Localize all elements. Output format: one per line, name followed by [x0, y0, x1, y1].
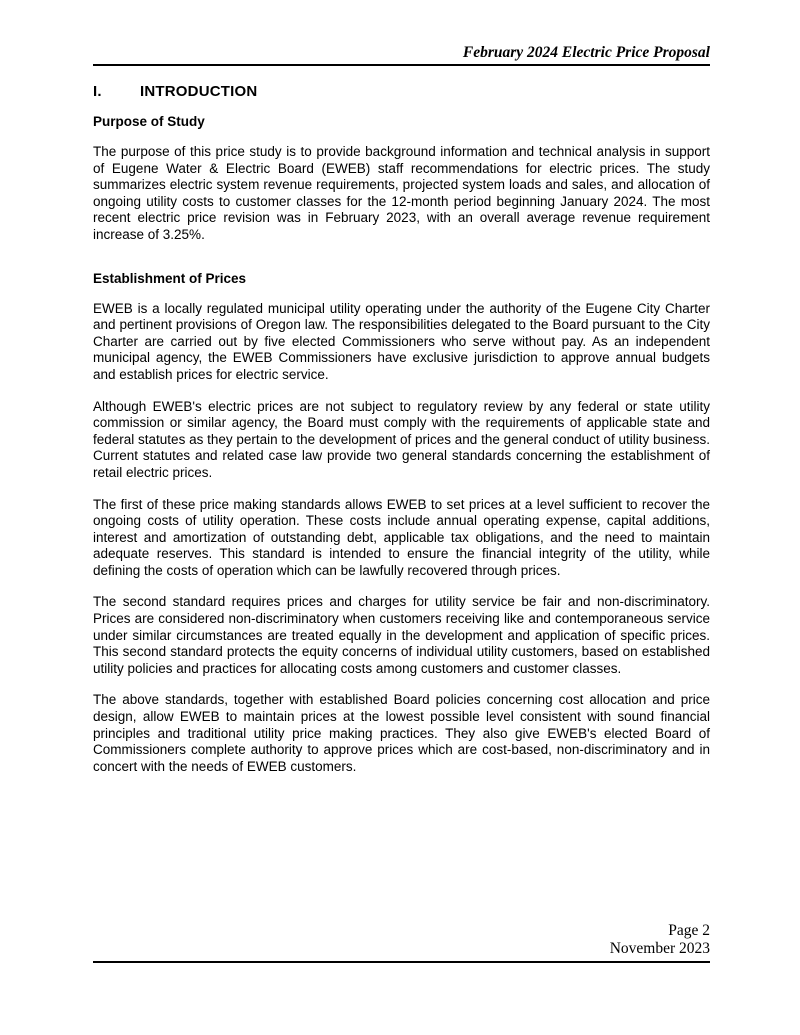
running-header: [93, 0, 710, 66]
paragraph-establishment-3: The first of these price making standards allows EWEB to set prices at a level sufficient to recover the ongoing costs of utility operation. These costs include annual operating expense, capital additions, interest and amortization of outstanding debt, applicable tax obligations, and the need to maintain adequate reserves. This standard is intended to ensure the financial integrity of the utility, while defining the costs of operation which can be lawfully recovered through prices.: [93, 496, 710, 578]
section-numeral: I.: [93, 83, 102, 100]
document-page: [93, 0, 710, 775]
paragraph-establishment-5: The above standards, together with established Board policies concerning cost allocation and price design, allow EWEB to maintain prices at the lowest possible level consistent with sound financial principles and traditional utility price making practices. They also give EWEB's elected Board of Commissioners complete authority to approve prices which are cost-based, non-discriminatory and in concert with the needs of EWEB customers.: [93, 692, 710, 774]
footer-date: November 2023: [609, 940, 710, 957]
paragraph-establishment-1: EWEB is a locally regulated municipal utility operating under the authority of the Eugene City Charter and pertinent provisions of Oregon law. The responsibilities delegated to the Board pursuant to the City Charter are carried out by five elected Commissioners who serve without pay. As an independent municipal agency, the EWEB Commissioners have exclusive jurisdiction to approve annual budgets and establish prices for electric service.: [93, 300, 710, 382]
paragraph-establishment-4: The second standard requires prices and charges for utility service be fair and non-discriminatory. Prices are considered non-discriminatory when customers receiving like and contemporaneous service under similar circumstances are treated equally in the development and application of specific prices. This second standard protects the equity concerns of individual utility customers, based on established utility policies and practices for allocating costs among customers and customer classes.: [93, 594, 710, 676]
paragraph-establishment-2: Although EWEB's electric prices are not subject to regulatory review by any federal or state utility commission or similar agency, the Board must comply with the requirements of applicable state and federal statutes as they pertain to the development of prices and the general conduct of utility business. Current statutes and related case law provide two general standards concerning the establishment of retail electric prices.: [93, 398, 710, 480]
paragraph-purpose-1: The purpose of this price study is to provide background information and technical analysis in support of Eugene Water & Electric Board (EWEB) staff recommendations for electric prices. The study summarizes electric system revenue requirements, projected system loads and sales, and allocation of ongoing utility costs to customer classes for the 12-month period beginning January 2024. The most recent electric price revision was in February 2023, with an overall average revenue requirement increase of 3.25%.: [93, 144, 710, 242]
footer-page-number: Page 2: [668, 922, 710, 939]
section-heading-introduction: [93, 83, 710, 100]
subheading-purpose-of-study: Purpose of Study: [93, 114, 205, 129]
document-title: February 2024 Electric Price Proposal: [462, 44, 710, 61]
subheading-establishment-of-prices: Establishment of Prices: [93, 270, 247, 286]
running-footer: [93, 922, 710, 963]
section-title: INTRODUCTION: [140, 83, 258, 100]
